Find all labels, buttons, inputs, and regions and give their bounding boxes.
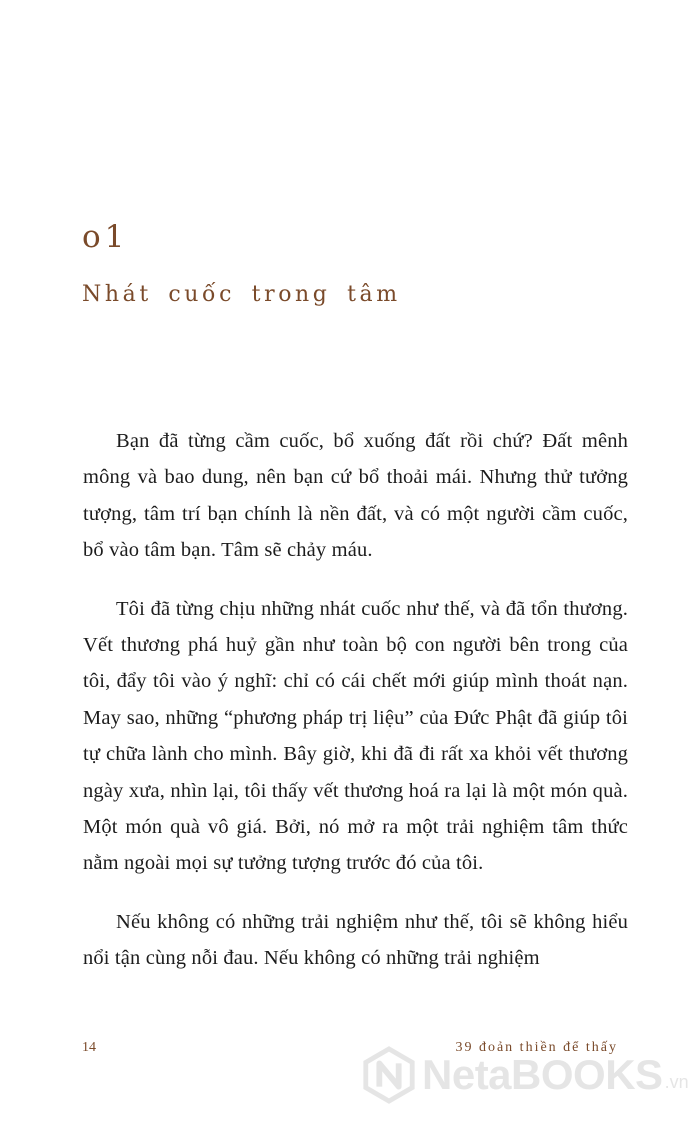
body-text (83, 423, 628, 999)
watermark-suffix: .vn (664, 1071, 689, 1092)
running-title: 39 đoản thiền để thấy (455, 1040, 618, 1055)
paragraph: Bạn đã từng cầm cuốc, bổ xuống đất rồi chứ? Đất mênh mông và bao dung, nên bạn cứ bổ thoải mái. Nhưng thử tưởng tượng, tâm trí bạn chính là nền đất, và có một người cầm cuốc, bổ vào tâm bạn. Tâm sẽ chảy máu. (83, 430, 628, 562)
chapter-number: o1 (82, 219, 129, 255)
paragraph: Nếu không có những trải nghiệm như thế, tôi sẽ không hiểu nổi tận cùng nỗi đau. Nếu không có những trải nghiệm (83, 910, 628, 970)
chapter-title: Nhát cuốc trong tâm (82, 282, 401, 307)
page-number: 14 (82, 1040, 96, 1055)
netabooks-logo-icon (360, 1046, 418, 1104)
paragraph: Tôi đã từng chịu những nhát cuốc như thế, và đã tổn thương. Vết thương phá huỷ gần như toàn bộ con người bên trong của tôi, đẩy tôi vào ý nghĩ: chỉ có cái chết mới giúp mình thoát nạn. May sao, những “phương pháp trị liệu” của Đức Phật đã giúp tôi tự chữa lành cho mình. Bây giờ, khi đã đi rất xa khỏi vết thương ngày xưa, nhìn lại, tôi thấy vết thương hoá ra lại là một món quà. Một món quà vô giá. Bởi, nó mở ra một trải nghiệm tâm thức nằm ngoài mọi sự tưởng tượng trước đó của tôi. (83, 597, 628, 875)
watermark-brand: NetaBOOKS (422, 1051, 663, 1098)
watermark (360, 1040, 690, 1110)
